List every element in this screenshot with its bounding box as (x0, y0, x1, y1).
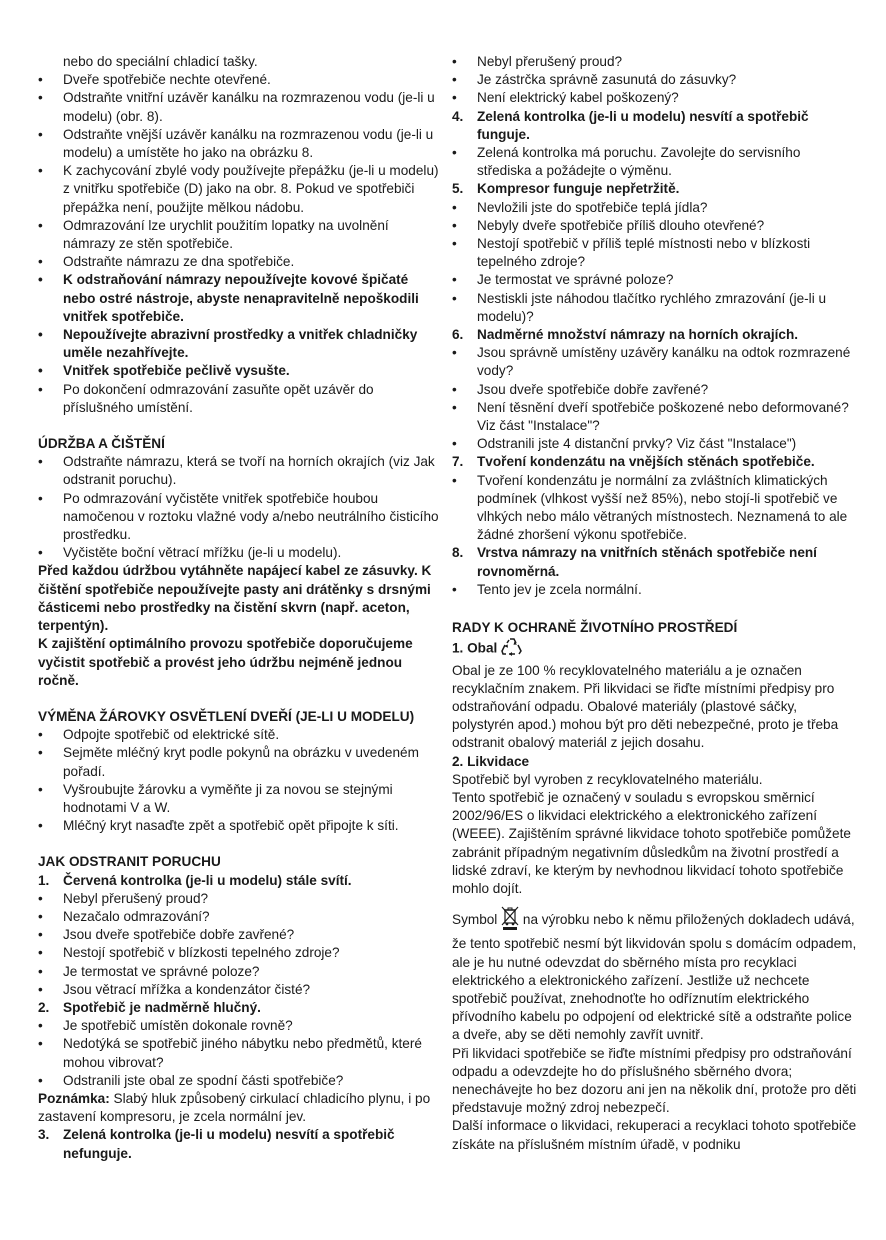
list-item: • Není elektrický kabel poškozený? (452, 89, 857, 107)
list-item: • Jsou větrací mřížka a kondenzátor čisté? (38, 981, 440, 999)
list-item: • Nedotýká se spotřebič jiného nábytku nebo předmětů, které mohou vibrovat? (38, 1035, 440, 1071)
list-item: • Odstraňte námrazu ze dna spotřebiče. (38, 253, 440, 271)
fault-number: 7. (452, 454, 464, 470)
fault-6-title (452, 326, 857, 344)
list-item: • Nebyl přerušený proud? (452, 53, 857, 71)
fault-number: 6. (452, 327, 464, 343)
crossed-bin-icon (501, 906, 519, 935)
disposal-text-3: Při likvidaci spotřebiče se řiďte místními předpisy pro odstraňování odpadu a odevzdejte ho do příslušného sběrného dvora; nenechávejte ho bez dozoru ani jen na několik dní, protože pro děti představuje možný zdroj nebezpečí. (452, 1045, 857, 1116)
list-item: • Je termostat ve správné poloze? (38, 963, 440, 981)
list-item: • Jsou správně umístěny uzávěry kanálku na odtok rozmrazené vody? (452, 344, 857, 380)
list-item: • Po dokončení odmrazování zasuňte opět uzávěr do příslušného umístění. (38, 381, 440, 417)
fault-number: 8. (452, 545, 464, 561)
list-item: • Po odmrazování vyčistěte vnitřek spotřebiče houbou namočenou v roztoku vlažné vody a/nebo neutrálního čisticího prostředku. (38, 490, 440, 545)
fault-4-title (452, 108, 857, 144)
fault-text: Spotřebič je nadměrně hlučný. (63, 999, 261, 1015)
list-item: • Je zástrčka správně zasunutá do zásuvky? (452, 71, 857, 89)
note (38, 1090, 440, 1126)
list-item: • Odstranili jste obal ze spodní části spotřebiče? (38, 1072, 440, 1090)
list-item: • Nestojí spotřebič v blízkosti tepelného zdroje? (38, 944, 440, 962)
disposal-text-4: Další informace o likvidaci, rekuperaci a recyklaci tohoto spotřebiče získáte na příslušném místním úřadě, v podniku (452, 1118, 857, 1152)
list-item: • Nestiskli jste náhodou tlačítko rychlého zmrazování (je-li u modelu)? (452, 290, 857, 326)
troubleshooting-heading: JAK ODSTRANIT PORUCHU (38, 854, 221, 870)
list-item: • Nezačalo odmrazování? (38, 908, 440, 926)
list-item-warning: • Vnitřek spotřebiče pečlivě vysušte. (38, 362, 440, 380)
maintenance-heading: ÚDRŽBA A ČIŠTĚNÍ (38, 436, 165, 452)
packaging-heading (452, 637, 857, 661)
bulb-list (38, 726, 440, 835)
fault-text: Zelená kontrolka (je-li u modelu) nesvítí a spotřebič nefunguje. (63, 1127, 395, 1161)
list-item: • Nebyl přerušený proud? (38, 890, 440, 908)
list-item: • Vyčistěte boční větrací mřížku (je-li u modelu). (38, 544, 440, 562)
list-item: • Vyšroubujte žárovku a vyměňte ji za novou se stejnými hodnotami V a W. (38, 781, 440, 817)
maintenance-warning: Před každou údržbou vytáhněte napájecí kabel ze zásuvky. K čištění spotřebiče nepoužívejte pasty ani drátěnky s drsnými částicemi nebo prostředky na čistění skvrn (např. aceton, terpentýn). (38, 563, 432, 634)
list-item: • Odpojte spotřebič od elektrické sítě. (38, 726, 440, 744)
disposal-text-2: Tento spotřebič je označený v souladu s evropskou směrnicí 2002/96/ES o likvidaci elektrického a elektronického zařízení (WEEE). Zajištěním správné likvidace tohoto spotřebiče pomůžete zabránit případným negativním důsledkům na životní prostředí a lidské zdraví, ke kterým by nevhodnou likvidací tohoto spotřebiče mohlo dojít. (452, 789, 851, 896)
fault-3-title (38, 1126, 440, 1162)
symbol-paragraph (452, 906, 857, 1044)
disposal-heading: 2. Likvidace (452, 753, 530, 769)
continued-text: nebo do speciální chladicí tašky. (63, 54, 258, 69)
note-text: Slabý hluk způsobený cirkulací chladicího plynu, i po zastavení kompresoru, je zcela normální jev. (38, 1090, 431, 1125)
list-item: • Je termostat ve správné poloze? (452, 271, 857, 289)
left-column (38, 53, 440, 1163)
symbol-text: na výrobku nebo k němu přiložených dokladech udává, že tento spotřebič nesmí být likvidován spolu s domácím odpadem, ale je hu nutné odevzdat do sběrného místa pro recyklaci elektrického a elektronického zařízení. Jestliže už nechcete spotřebič používat, znehodnoťte ho odříznutím elektrického přívodního kabelu po odpojení od elektrické sítě a odstraňte police a dveře, aby se děti nemohly zavřít uvnitř. (452, 912, 857, 1043)
list-item: • Odstranili jste 4 distanční prvky? Viz část "Instalace") (452, 435, 857, 453)
symbol-word: Symbol (452, 912, 498, 928)
packaging-text: Obal je ze 100 % recyklovatelného materiálu a je označen recyklačním znakem. Při likvidaci se řiďte místními předpisy pro odstraňování odpadu. Obalové materiály (plastové sáčky, polystyrén apod.) mohou být pro děti nebezpečné, proto je třeba odstranit obalový materiál z jejich dosahu. (452, 662, 839, 751)
list-item: • Nebyly dveře spotřebiče příliš dlouho otevřené? (452, 217, 857, 235)
recycling-icon (501, 637, 523, 661)
list-item: • Zelená kontrolka má poruchu. Zavolejte do servisního střediska a požádejte o výměnu. (452, 144, 857, 180)
fault-text: Kompresor funguje nepřetržitě. (477, 181, 680, 197)
bulb-heading: VÝMĚNA ŽÁROVKY OSVĚTLENÍ DVEŘÍ (JE-LI U MODELU) (38, 708, 415, 724)
fault-text: Červená kontrolka (je-li u modelu) stále svítí. (63, 872, 352, 888)
list-item: • Jsou dveře spotřebiče dobře zavřené? (452, 381, 857, 399)
fault-7-title (452, 453, 857, 471)
fault-text: Vrstva námrazy na vnitřních stěnách spotřebiče není rovnoměrná. (477, 545, 817, 579)
fault-number: 4. (452, 108, 464, 124)
list-item: • Nestojí spotřebič v příliš teplé místnosti nebo v blízkosti tepelného zdroje? (452, 235, 857, 271)
list-item-warning: • K odstraňování námrazy nepoužívejte kovové špičaté nebo ostré nástroje, abyste nenapravitelně nepoškodili vnitřek spotřebiče. (38, 271, 440, 326)
list-item: • Odstraňte vnitřní uzávěr kanálku na rozmrazenou vodu (je-li u modelu) (obr. 8). (38, 89, 440, 125)
list-item: • Sejměte mléčný kryt podle pokynů na obrázku v uvedeném pořadí. (38, 744, 440, 780)
environment-heading: RADY K OCHRANĚ ŽIVOTNÍHO PROSTŘEDÍ (452, 620, 738, 636)
list-item: • Nevložili jste do spotřebiče teplá jídla? (452, 199, 857, 217)
list-item: • Jsou dveře spotřebiče dobře zavřené? (38, 926, 440, 944)
list-item-warning: • Nepoužívejte abrazivní prostředky a vnitřek chladničky uměle nezahřívejte. (38, 326, 440, 362)
maintenance-recommendation: K zajištění optimálního provozu spotřebiče doporučujeme vyčistit spotřebič a provést jeho údržbu nejméně jednou ročně. (38, 636, 413, 688)
list-item: • Odstraňte vnější uzávěr kanálku na rozmrazenou vodu (je-li u modelu) a umístěte ho jako na obrázku 8. (38, 126, 440, 162)
list-item: • Dveře spotřebiče nechte otevřené. (38, 71, 440, 89)
fault-text: Tvoření kondenzátu na vnějších stěnách spotřebiče. (477, 454, 815, 470)
list-item: • Tento jev je zcela normální. (452, 581, 857, 599)
note-label: Poznámka: (38, 1090, 110, 1106)
fault-number: 2. (38, 999, 50, 1015)
fault-5-title (452, 180, 857, 198)
fault-text: Zelená kontrolka (je-li u modelu) nesvítí a spotřebič funguje. (477, 108, 809, 142)
packaging-title: 1. Obal (452, 641, 498, 656)
list-item: • Odstraňte námrazu, která se tvoří na horních okrajích (viz Jak odstranit poruchu). (38, 453, 440, 489)
list-item: • Tvoření kondenzátu je normální za zvláštních klimatických podmínek (vlhkost vyšší než 85%), nebo stojí-li spotřebič ve vlhkých nebo málo větraných místnostech. Neznamená to ale žádné zhoršení výkonu spotřebiče. (452, 472, 857, 545)
fault-8-title (452, 544, 857, 580)
fault-number: 5. (452, 181, 464, 197)
maintenance-list (38, 453, 440, 562)
defrost-list (38, 71, 440, 417)
fault-1-title (38, 872, 440, 890)
list-item: • K zachycování zbylé vody používejte přepážku (je-li u modelu) z vnitřku spotřebiče (D) jako na obr. 8. Pokud ve spotřebiči přepážka není, použijte mělkou nádobu. (38, 162, 440, 217)
list-item: • Mléčný kryt nasaďte zpět a spotřebič opět připojte k síti. (38, 817, 440, 835)
fault-2-title (38, 999, 440, 1017)
right-column (452, 53, 857, 1154)
fault-text: Nadměrné množství námrazy na horních okrajích. (477, 327, 799, 343)
disposal-text-1: Spotřebič byl vyroben z recyklovatelného materiálu. (452, 771, 763, 787)
list-item: • Je spotřebič umístěn dokonale rovně? (38, 1017, 440, 1035)
list-item: • Odmrazování lze urychlit použitím lopatky na uvolnění námrazy ze stěn spotřebiče. (38, 217, 440, 253)
fault-number: 3. (38, 1127, 50, 1143)
fault-number: 1. (38, 872, 50, 888)
list-item: • Není těsnění dveří spotřebiče poškozené nebo deformované? Viz část "Instalace"? (452, 399, 857, 435)
